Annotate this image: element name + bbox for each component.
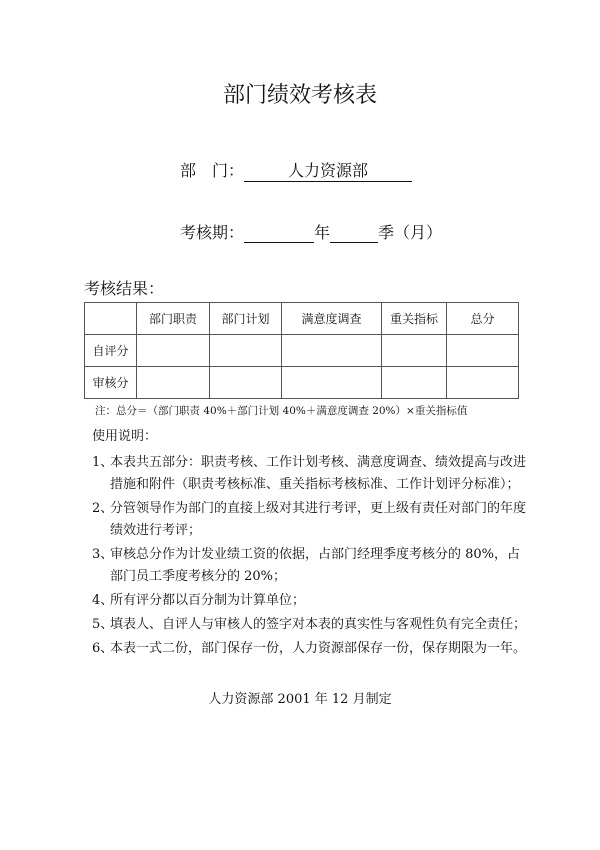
- item-number: 5、: [92, 617, 114, 632]
- header-cell: 满意度调查: [282, 303, 382, 335]
- year-suffix: 年: [314, 223, 331, 242]
- usage-item: [92, 452, 532, 496]
- usage-section: [92, 426, 532, 710]
- page-title: 部门绩效考核表: [222, 83, 377, 108]
- formula-note: 注：总分＝（部门职责 40%＋部门计划 40%＋满意度调查 20%）×重关指标值: [95, 405, 468, 417]
- score-cell[interactable]: [382, 367, 447, 399]
- table-header-row: [85, 303, 519, 335]
- score-cell[interactable]: [282, 335, 382, 367]
- department-label: 部 门：: [180, 161, 245, 180]
- item-number: 2、: [92, 501, 114, 516]
- score-cell[interactable]: [447, 335, 519, 367]
- usage-title: 使用说明：: [92, 429, 158, 444]
- header-cell: 重关指标: [382, 303, 447, 335]
- season-suffix: 季（月）: [378, 223, 443, 242]
- department-field[interactable]: 人力资源部: [244, 158, 412, 182]
- header-cell: [85, 303, 137, 335]
- row-label: 自评分: [85, 335, 137, 367]
- item-text: 填表人、自评人与审核人的签字对本表的真实性与客观性负有完全责任；: [110, 617, 527, 632]
- usage-item: [92, 638, 532, 660]
- usage-item: [92, 614, 532, 636]
- header-cell: 部门职责: [137, 303, 210, 335]
- score-cell[interactable]: [210, 335, 282, 367]
- score-cell[interactable]: [137, 335, 210, 367]
- item-text: 审核总分作为计发业绩工资的依据，占部门经理季度考核分的 80%，占部门员工季度考核分的 20%；: [110, 547, 521, 584]
- score-cell[interactable]: [447, 367, 519, 399]
- usage-item: [92, 590, 532, 612]
- item-number: 6、: [92, 641, 114, 656]
- item-text: 分管领导作为部门的直接上级对其进行考评，更上级有责任对部门的年度绩效进行考评；: [110, 501, 527, 538]
- period-line: [180, 220, 442, 243]
- item-number: 4、: [92, 593, 114, 608]
- table-row: [85, 367, 519, 399]
- table-row: [85, 335, 519, 367]
- score-cell[interactable]: [282, 367, 382, 399]
- item-text: 本表共五部分：职责考核、工作计划考核、满意度调查、绩效提高与改进措施和附件（职责考核标准、重关指标考核标准、工作计划评分标准）；: [110, 455, 527, 492]
- footer-text: 人力资源部 2001 年 12 月制定: [208, 692, 392, 707]
- score-table: [84, 302, 519, 399]
- item-text: 所有评分都以百分制为计算单位；: [110, 593, 306, 608]
- usage-item: [92, 498, 532, 542]
- usage-item: [92, 544, 532, 588]
- item-text: 本表一式二份，部门保存一份，人力资源部保存一份，保存期限为一年。: [110, 641, 527, 656]
- score-cell[interactable]: [210, 367, 282, 399]
- row-label: 审核分: [85, 367, 137, 399]
- score-cell[interactable]: [137, 367, 210, 399]
- header-cell: 部门计划: [210, 303, 282, 335]
- season-field[interactable]: [330, 226, 378, 243]
- period-label: 考核期：: [180, 223, 245, 242]
- score-cell[interactable]: [382, 335, 447, 367]
- year-field[interactable]: [244, 226, 314, 243]
- results-label: 考核结果：: [84, 279, 165, 298]
- item-number: 1、: [92, 455, 114, 470]
- header-cell: 总分: [447, 303, 519, 335]
- item-number: 3、: [92, 547, 114, 562]
- department-line: [180, 158, 412, 182]
